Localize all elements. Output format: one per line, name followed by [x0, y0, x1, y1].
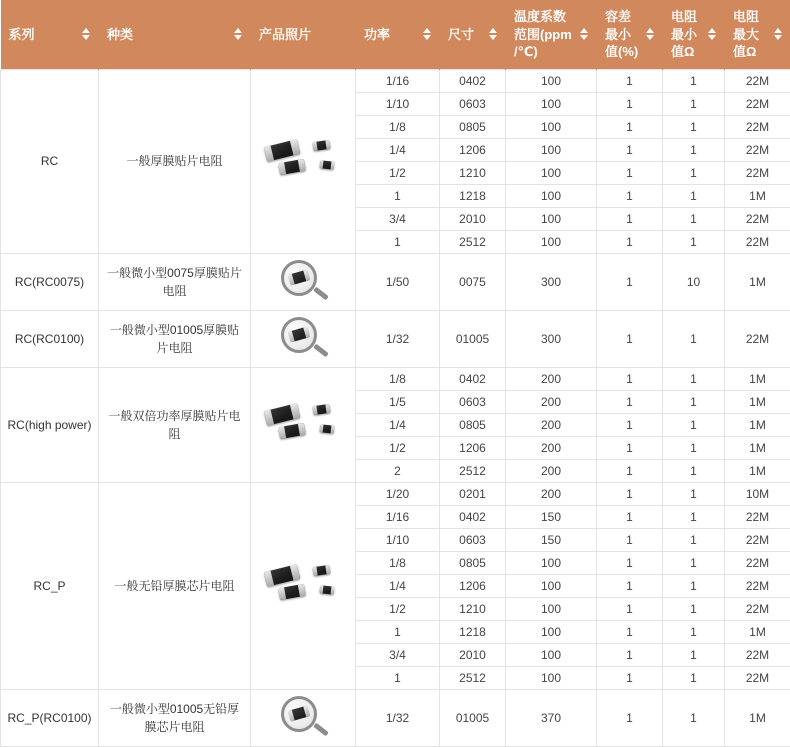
tcr-cell: 370: [506, 689, 597, 746]
tolerance-min-cell: 1: [597, 253, 663, 310]
tolerance-min-cell: 1: [597, 230, 663, 253]
tolerance-min-cell: 1: [597, 390, 663, 413]
resistance-max-cell: 22M: [725, 138, 790, 161]
size-cell: 1206: [440, 138, 506, 161]
column-header-resistance-min[interactable]: [663, 0, 725, 69]
tolerance-min-cell: 1: [597, 207, 663, 230]
resistance-min-cell: 1: [663, 390, 725, 413]
resistance-min-cell: 1: [663, 92, 725, 115]
power-cell: 2: [356, 459, 440, 482]
size-cell: 1218: [440, 620, 506, 643]
power-cell: 1/10: [356, 528, 440, 551]
tcr-cell: 100: [506, 620, 597, 643]
size-cell: 0075: [440, 253, 506, 310]
resistance-min-cell: 1: [663, 528, 725, 551]
tcr-cell: 100: [506, 207, 597, 230]
resistance-max-cell: 22M: [725, 92, 790, 115]
power-cell: 1/8: [356, 551, 440, 574]
power-cell: 1: [356, 230, 440, 253]
resistance-max-cell: 22M: [725, 574, 790, 597]
size-cell: 1210: [440, 597, 506, 620]
power-cell: 1/2: [356, 436, 440, 459]
chips-multi-photo: [263, 135, 343, 187]
magnifier-handle: [313, 343, 329, 357]
tcr-cell: 100: [506, 574, 597, 597]
product-photo-cell: [251, 367, 356, 482]
table-header: [1, 0, 790, 69]
resistance-max-cell: 22M: [725, 528, 790, 551]
sort-icon[interactable]: [488, 28, 497, 40]
resistance-max-cell: 1M: [725, 184, 790, 207]
kind-cell: 一般微小型01005无铅厚膜芯片电阻: [99, 689, 251, 746]
tcr-cell: 200: [506, 436, 597, 459]
resistance-max-cell: 22M: [725, 207, 790, 230]
column-label-photo: 产品照片: [259, 26, 311, 44]
tolerance-min-cell: 1: [597, 184, 663, 207]
kind-cell: 一般厚膜贴片电阻: [99, 69, 251, 253]
tcr-cell: 300: [506, 253, 597, 310]
resistance-max-cell: 10M: [725, 482, 790, 505]
resistance-min-cell: 1: [663, 459, 725, 482]
chip-component: [312, 404, 330, 415]
series-cell: RC(high power): [1, 367, 99, 482]
power-cell: 1/4: [356, 574, 440, 597]
resistance-min-cell: 1: [663, 69, 725, 92]
resistance-min-cell: 1: [663, 184, 725, 207]
resistance-min-cell: 1: [663, 666, 725, 689]
power-cell: 1/20: [356, 482, 440, 505]
power-cell: 3/4: [356, 643, 440, 666]
size-cell: 01005: [440, 310, 506, 367]
resistance-min-cell: 1: [663, 643, 725, 666]
magnifier-handle: [313, 286, 329, 300]
power-cell: 1/32: [356, 689, 440, 746]
kind-cell: 一般微小型01005厚膜贴片电阻: [99, 310, 251, 367]
resistance-max-cell: 1M: [725, 459, 790, 482]
tolerance-min-cell: 1: [597, 666, 663, 689]
table-row: [1, 69, 790, 92]
resistance-min-cell: 1: [663, 161, 725, 184]
product-photo-cell: [251, 689, 356, 746]
tcr-cell: 100: [506, 643, 597, 666]
resistance-min-cell: 1: [663, 230, 725, 253]
series-cell: RC(RC0100): [1, 310, 99, 367]
resistance-max-cell: 1M: [725, 253, 790, 310]
resistance-min-cell: 10: [663, 253, 725, 310]
chip-component: [264, 403, 301, 426]
power-cell: 1/2: [356, 597, 440, 620]
power-cell: 1/16: [356, 505, 440, 528]
tolerance-min-cell: 1: [597, 69, 663, 92]
tolerance-min-cell: 1: [597, 436, 663, 459]
power-cell: 1/8: [356, 115, 440, 138]
sort-icon[interactable]: [707, 28, 716, 40]
column-header-tcr[interactable]: [506, 0, 597, 69]
sort-icon[interactable]: [422, 28, 431, 40]
resistance-max-cell: 22M: [725, 597, 790, 620]
series-cell: RC_P: [1, 482, 99, 689]
size-cell: 0805: [440, 551, 506, 574]
column-header-kind[interactable]: [99, 0, 251, 69]
kind-cell: 一般无铅厚膜芯片电阻: [99, 482, 251, 689]
tcr-cell: 100: [506, 161, 597, 184]
resistance-min-cell: 1: [663, 138, 725, 161]
chip-component: [278, 422, 306, 438]
resistance-max-cell: 1M: [725, 436, 790, 459]
sort-icon[interactable]: [579, 28, 588, 40]
resistance-max-cell: 22M: [725, 643, 790, 666]
chip-component: [320, 424, 335, 433]
size-cell: 0805: [440, 115, 506, 138]
column-label-tcr: 温度系数范围(ppm /℃): [514, 8, 575, 61]
magnifier-chip-photo: [275, 315, 331, 363]
tolerance-min-cell: 1: [597, 310, 663, 367]
tolerance-min-cell: 1: [597, 459, 663, 482]
resistance-min-cell: 1: [663, 207, 725, 230]
column-header-series[interactable]: [1, 0, 99, 69]
chips-multi-photo: [263, 560, 343, 612]
size-cell: 2512: [440, 459, 506, 482]
power-cell: 1: [356, 620, 440, 643]
column-header-resistance-max[interactable]: [725, 0, 790, 69]
resistance-max-cell: 22M: [725, 161, 790, 184]
size-cell: 0402: [440, 69, 506, 92]
resistance-min-cell: 1: [663, 367, 725, 390]
resistance-min-cell: 1: [663, 310, 725, 367]
size-cell: 0805: [440, 413, 506, 436]
sort-icon[interactable]: [233, 28, 242, 40]
resistance-max-cell: 1M: [725, 413, 790, 436]
chip-component: [312, 565, 330, 576]
column-header-tolerance-min[interactable]: [597, 0, 663, 69]
resistance-min-cell: 1: [663, 505, 725, 528]
size-cell: 0402: [440, 505, 506, 528]
series-cell: RC_P(RC0100): [1, 689, 99, 746]
tolerance-min-cell: 1: [597, 482, 663, 505]
product-photo-cell: [251, 310, 356, 367]
column-header-power[interactable]: [356, 0, 440, 69]
tcr-cell: 100: [506, 666, 597, 689]
tcr-cell: 100: [506, 230, 597, 253]
series-cell: RC(RC0075): [1, 253, 99, 310]
column-label-series: 系列: [9, 26, 35, 44]
chip-component: [264, 139, 301, 162]
tolerance-min-cell: 1: [597, 689, 663, 746]
tcr-cell: 200: [506, 459, 597, 482]
table-body: [1, 69, 790, 746]
tcr-cell: 200: [506, 413, 597, 436]
size-cell: 0603: [440, 390, 506, 413]
tolerance-min-cell: 1: [597, 505, 663, 528]
tolerance-min-cell: 1: [597, 161, 663, 184]
chip-component: [320, 585, 335, 594]
chips-multi-photo: [263, 399, 343, 451]
chip-component: [278, 159, 306, 175]
size-cell: 2512: [440, 666, 506, 689]
tcr-cell: 100: [506, 551, 597, 574]
column-header-size[interactable]: [440, 0, 506, 69]
power-cell: 1: [356, 184, 440, 207]
chip-component: [264, 564, 301, 587]
resistance-max-cell: 1M: [725, 689, 790, 746]
tolerance-min-cell: 1: [597, 551, 663, 574]
header-row: [1, 0, 790, 69]
power-cell: 1/10: [356, 92, 440, 115]
tcr-cell: 150: [506, 528, 597, 551]
tolerance-min-cell: 1: [597, 92, 663, 115]
tcr-cell: 200: [506, 367, 597, 390]
tolerance-min-cell: 1: [597, 115, 663, 138]
sort-icon[interactable]: [773, 28, 782, 40]
power-cell: 1/2: [356, 161, 440, 184]
size-cell: 1218: [440, 184, 506, 207]
tcr-cell: 300: [506, 310, 597, 367]
size-cell: 0201: [440, 482, 506, 505]
tcr-cell: 100: [506, 115, 597, 138]
resistance-min-cell: 1: [663, 574, 725, 597]
tcr-cell: 100: [506, 69, 597, 92]
kind-cell: 一般微小型0075厚膜贴片电阻: [99, 253, 251, 310]
tolerance-min-cell: 1: [597, 574, 663, 597]
size-cell: 01005: [440, 689, 506, 746]
tolerance-min-cell: 1: [597, 367, 663, 390]
column-label-resistance-min: 电阻最小值Ω: [671, 8, 703, 61]
chip-component: [312, 140, 330, 151]
column-label-size: 尺寸: [448, 26, 474, 44]
tolerance-min-cell: 1: [597, 413, 663, 436]
resistance-min-cell: 1: [663, 436, 725, 459]
table-row: [1, 253, 790, 310]
resistance-max-cell: 1M: [725, 620, 790, 643]
table-row: [1, 310, 790, 367]
resistance-min-cell: 1: [663, 620, 725, 643]
size-cell: 0603: [440, 528, 506, 551]
product-photo-cell: [251, 69, 356, 253]
power-cell: 1/4: [356, 413, 440, 436]
power-cell: 1/16: [356, 69, 440, 92]
tcr-cell: 100: [506, 597, 597, 620]
resistance-min-cell: 1: [663, 597, 725, 620]
power-cell: 1: [356, 666, 440, 689]
table-row: [1, 482, 790, 505]
product-photo-cell: [251, 482, 356, 689]
resistance-max-cell: 1M: [725, 367, 790, 390]
resistance-min-cell: 1: [663, 689, 725, 746]
tcr-cell: 100: [506, 184, 597, 207]
tcr-cell: 200: [506, 390, 597, 413]
resistance-max-cell: 22M: [725, 310, 790, 367]
resistance-max-cell: 22M: [725, 69, 790, 92]
magnifier-chip-photo: [275, 258, 331, 306]
tolerance-min-cell: 1: [597, 597, 663, 620]
resistance-min-cell: 1: [663, 413, 725, 436]
chip-component: [320, 160, 335, 169]
resistance-max-cell: 1M: [725, 390, 790, 413]
column-label-power: 功率: [364, 26, 390, 44]
resistance-max-cell: 22M: [725, 551, 790, 574]
power-cell: 1/32: [356, 310, 440, 367]
tolerance-min-cell: 1: [597, 528, 663, 551]
resistance-max-cell: 22M: [725, 505, 790, 528]
size-cell: 0402: [440, 367, 506, 390]
magnifier-chip-photo: [275, 694, 331, 742]
tolerance-min-cell: 1: [597, 643, 663, 666]
power-cell: 1/50: [356, 253, 440, 310]
size-cell: 2010: [440, 207, 506, 230]
resistance-max-cell: 22M: [725, 230, 790, 253]
resistance-min-cell: 1: [663, 482, 725, 505]
sort-icon[interactable]: [81, 28, 90, 40]
resistance-max-cell: 22M: [725, 115, 790, 138]
product-photo-cell: [251, 253, 356, 310]
tcr-cell: 150: [506, 505, 597, 528]
size-cell: 1206: [440, 436, 506, 459]
column-label-kind: 种类: [107, 26, 133, 44]
size-cell: 1210: [440, 161, 506, 184]
power-cell: 1/4: [356, 138, 440, 161]
tcr-cell: 100: [506, 138, 597, 161]
resistance-min-cell: 1: [663, 551, 725, 574]
tolerance-min-cell: 1: [597, 620, 663, 643]
column-label-resistance-max: 电阻最大值Ω: [733, 8, 769, 61]
tcr-cell: 200: [506, 482, 597, 505]
column-header-photo: [251, 0, 356, 69]
power-cell: 1/5: [356, 390, 440, 413]
table-row: [1, 689, 790, 746]
table-row: [1, 367, 790, 390]
power-cell: 1/8: [356, 367, 440, 390]
resistance-max-cell: 22M: [725, 666, 790, 689]
tolerance-min-cell: 1: [597, 138, 663, 161]
series-cell: RC: [1, 69, 99, 253]
kind-cell: 一般双倍功率厚膜贴片电阻: [99, 367, 251, 482]
size-cell: 2512: [440, 230, 506, 253]
resistance-min-cell: 1: [663, 115, 725, 138]
column-label-tolerance-min: 容差最小值(%): [605, 8, 641, 61]
size-cell: 1206: [440, 574, 506, 597]
chip-component: [278, 583, 306, 599]
sort-icon[interactable]: [645, 28, 654, 40]
magnifier-handle: [313, 722, 329, 736]
tcr-cell: 100: [506, 92, 597, 115]
size-cell: 0603: [440, 92, 506, 115]
size-cell: 2010: [440, 643, 506, 666]
power-cell: 3/4: [356, 207, 440, 230]
